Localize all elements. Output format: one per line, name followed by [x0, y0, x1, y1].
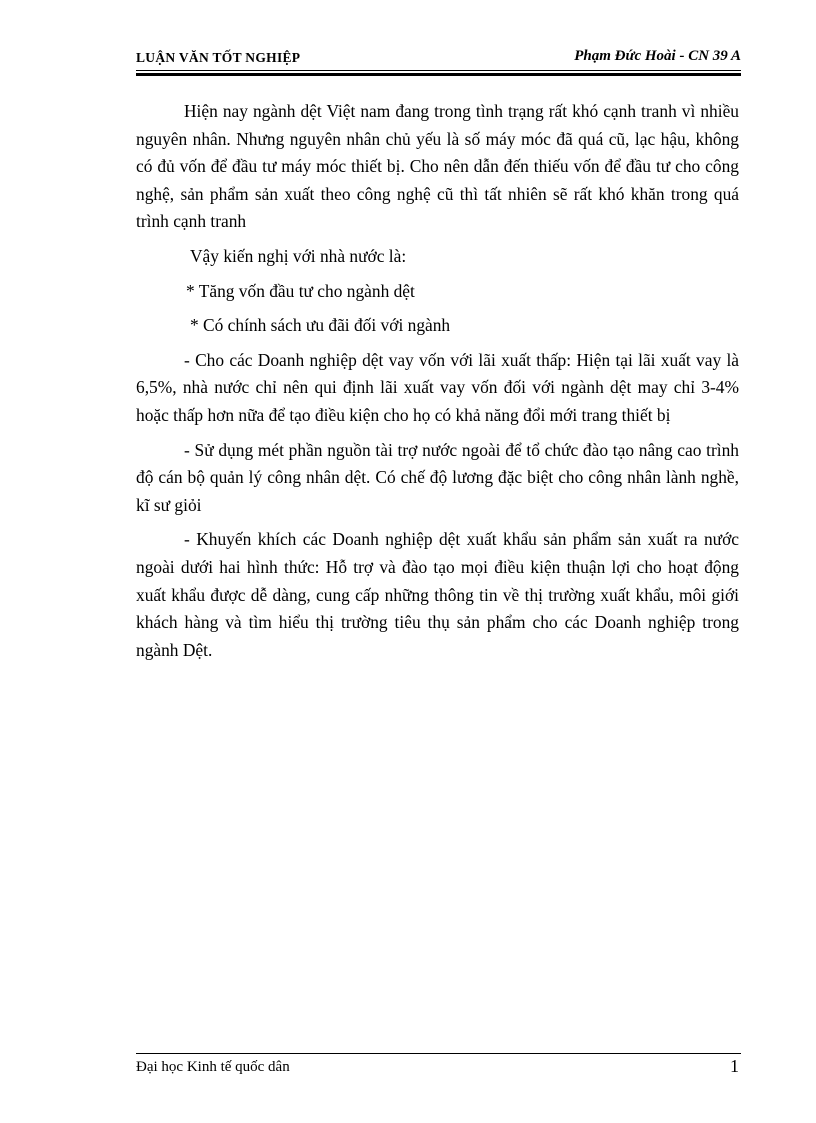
page-footer [136, 1058, 741, 1080]
paragraph-recommendation-lead: Vậy kiến nghị với nhà nước là: [190, 245, 407, 266]
paragraph-bullet-policy: * Có chính sách ưu đãi đối với ngành [190, 315, 451, 336]
paragraph-loans: - Cho các Doanh nghiệp dệt vay vốn với lãi xuất thấp: Hiện tại lãi xuất vay là 6,5%, nhà nước chỉ nên qui định lãi xuất vay vốn đối với ngành dệt may chỉ 3-4% hoặc thấp hơn nữa để tạo điều kiện cho họ có khả năng đổi mới trang thiết bị [136, 349, 739, 425]
page-number: 1 [730, 1056, 739, 1076]
paragraph-training: - Sử dụng mét phần nguồn tài trợ nước ngoài để tổ chức đào tạo nâng cao trình độ cán bộ quản lý công nhân dệt. Có chế độ lương đặc biệt cho công nhân lành nghề, kĩ sư giỏi [136, 439, 739, 515]
paragraph-bullet-investment: * Tăng vốn đầu tư cho ngành dệt [186, 280, 415, 301]
page-header [136, 50, 741, 70]
footer-institution: Đại học Kinh tế quốc dân [136, 1059, 290, 1075]
footer-rule [136, 1053, 741, 1054]
document-body [136, 98, 739, 671]
paragraph-export: - Khuyến khích các Doanh nghiệp dệt xuất khẩu sản phẩm sản xuất ra nước ngoài dưới hai hình thức: Hỗ trợ và đào tạo mọi điều kiện thuận lợi cho hoạt động xuất khẩu được dễ dàng, cung cấp những thông tin về thị trường xuất khẩu, môi giới khách hàng và tìm hiểu thị trường tiêu thụ sản phẩm cho các Doanh nghiệp trong ngành Dệt. [136, 529, 739, 660]
header-author: Phạm Đức Hoài - CN 39 A [574, 48, 741, 64]
header-double-rule [136, 70, 741, 76]
paragraph-intro: Hiện nay ngành dệt Việt nam đang trong tình trạng rất khó cạnh tranh vì nhiều nguyên nhân. Nhưng nguyên nhân chủ yếu là số máy móc đã quá cũ, lạc hậu, không có đủ vốn để đầu tư máy móc thiết bị. Cho nên dẫn đến thiếu vốn để đầu tư cho công nghệ, sản phẩm sản xuất theo công nghệ cũ thì tất nhiên sẽ rất khó khăn trong quá trình cạnh tranh [136, 101, 739, 232]
header-title: LUẬN VĂN TỐT NGHIỆP [136, 50, 301, 65]
